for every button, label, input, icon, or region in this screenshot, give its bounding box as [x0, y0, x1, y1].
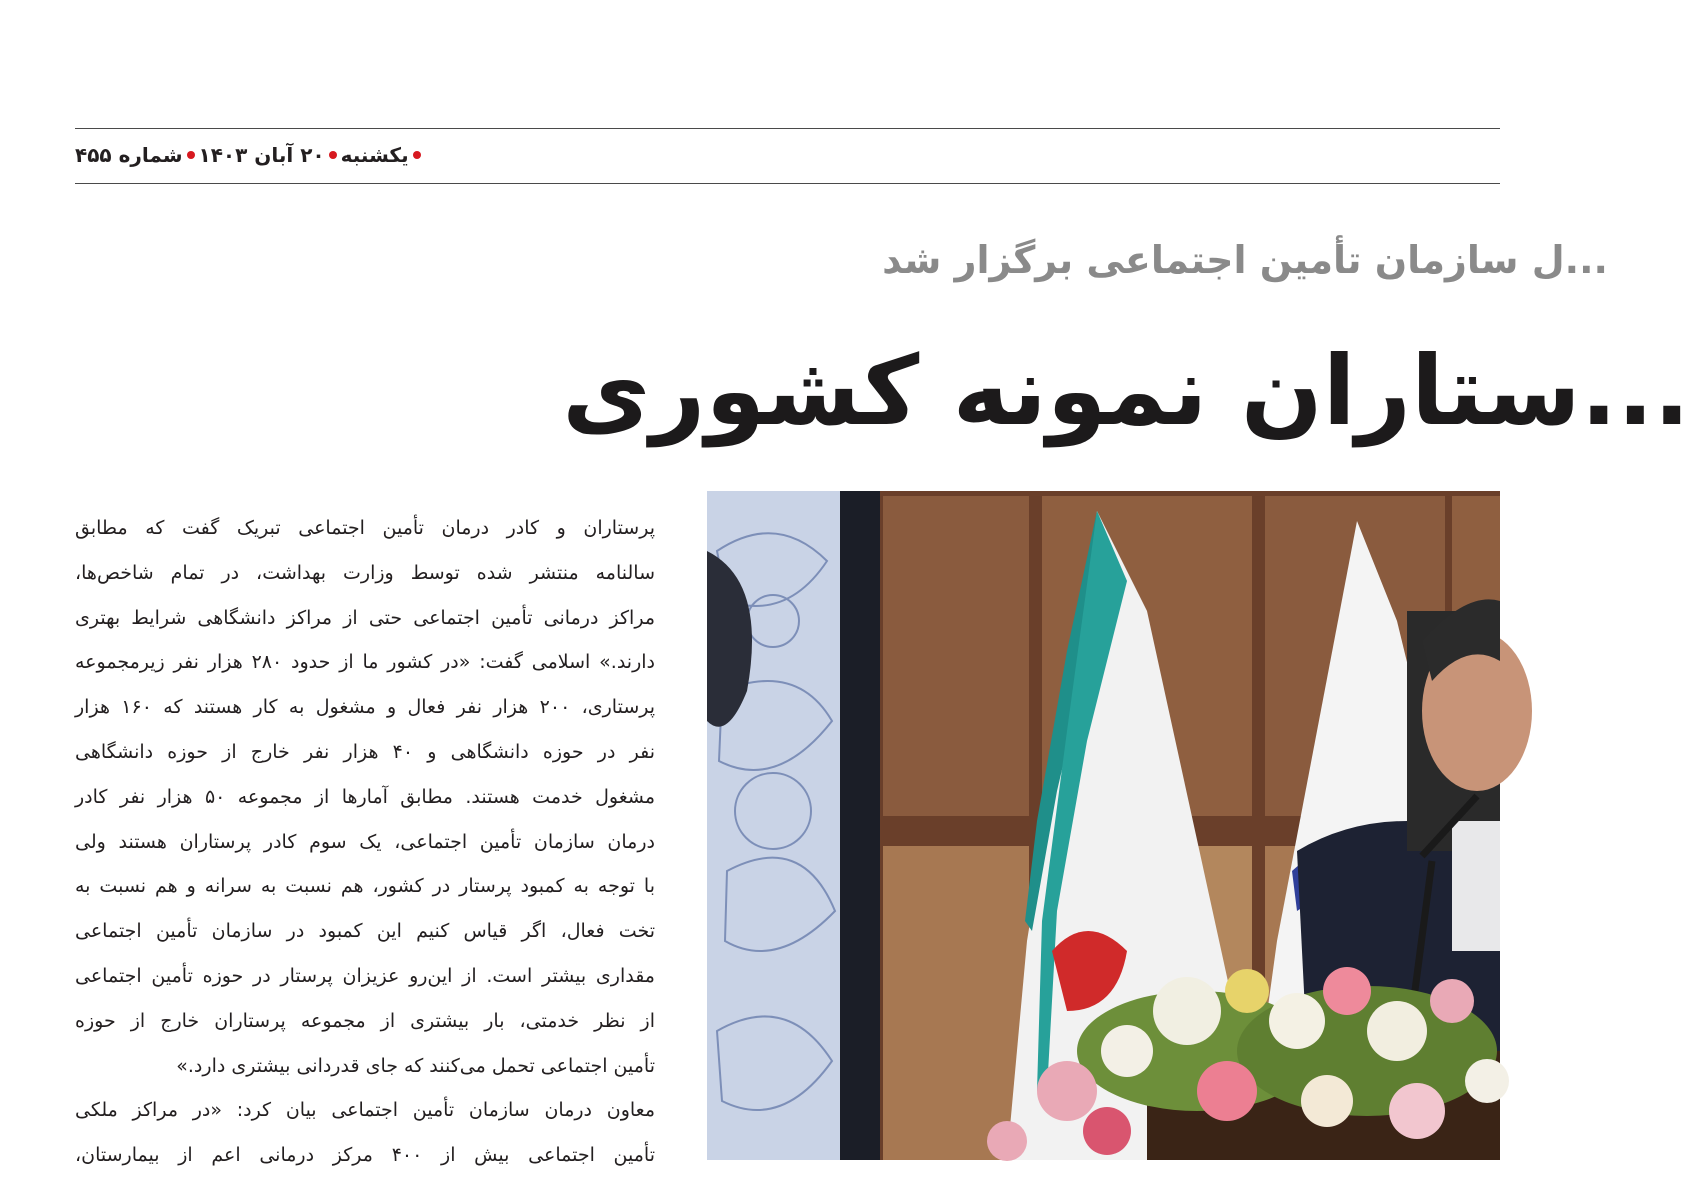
body-line: تخت فعال، اگر قیاس کنیم این کمبود در سازمان تأمین اجتماعی: [75, 920, 655, 943]
body-line: با توجه به کمبود پرستار در کشور، هم نسبت به سرانه و هم نسبت به: [75, 875, 655, 898]
body-line: مشغول خدمت هستند. مطابق آمارها از مجموعه ۵۰ هزار نفر کادر: [75, 785, 656, 808]
article-headline: ...ستاران نمونه کشوری: [562, 335, 1690, 447]
article-kicker: ...ل سازمان تأمین اجتماعی برگزار شد: [882, 238, 1608, 282]
body-line: سالنامه منتشر شده توسط وزارت بهداشت، در تمام شاخص‌ها،: [75, 561, 655, 584]
body-line: از نظر خدمتی، بار بیشتری از مجموعه پرستاران خارج از حوزه: [75, 1009, 655, 1032]
photo-dark-pillar: [840, 491, 880, 1160]
bullet-dot: [187, 151, 195, 159]
body-line: پرستاران و کادر درمان تأمین اجتماعی تبریک گفت که مطابق: [75, 517, 655, 539]
bullet-dot: [329, 151, 337, 159]
body-line: دارند.» اسلامی گفت: «در کشور ما از حدود ۲۸۰ هزار نفر زیرمجموعه: [75, 651, 655, 674]
dateline-date: ۲۰ آبان ۱۴۰۳: [198, 143, 325, 167]
header-rule-bottom: [75, 183, 1500, 184]
body-line: نفر در حوزه دانشگاهی و ۴۰ هزار نفر خارج از حوزه دانشگاهی: [75, 740, 656, 763]
header-rule-top: [75, 128, 1500, 129]
body-line: تأمین اجتماعی بیش از ۴۰۰ مرکز درمانی اعم از بیمارستان،: [75, 1144, 656, 1167]
body-line: تأمین اجتماعی تحمل می‌کنند که جای قدردانی بیشتری دارد.»: [176, 1054, 655, 1077]
article-body-column: [75, 506, 656, 1167]
dateline-issue: شماره ۴۵۵: [75, 143, 183, 167]
body-line: پرستاری، ۲۰۰ هزار نفر فعال و مشغول به کار هستند که ۱۶۰ هزار: [75, 696, 656, 719]
body-line: مقداری بیشتر است. از این‌رو عزیزان پرستار در حوزه تأمین اجتماعی: [75, 964, 655, 987]
body-line: معاون درمان سازمان تأمین اجتماعی بیان کرد: «در مراکز ملکی: [75, 1099, 655, 1122]
body-line: درمان سازمان تأمین اجتماعی، یک سوم کادر پرستاران هستند ولی: [75, 830, 655, 853]
body-line: مراکز درمانی تأمین اجتماعی حتی از مراکز دانشگاهی شرایط بهتری: [75, 606, 655, 629]
bullet-dot: [413, 151, 421, 159]
dateline: [75, 134, 425, 176]
article-photo: [707, 491, 1500, 1160]
dateline-day: یکشنبه: [340, 143, 409, 167]
